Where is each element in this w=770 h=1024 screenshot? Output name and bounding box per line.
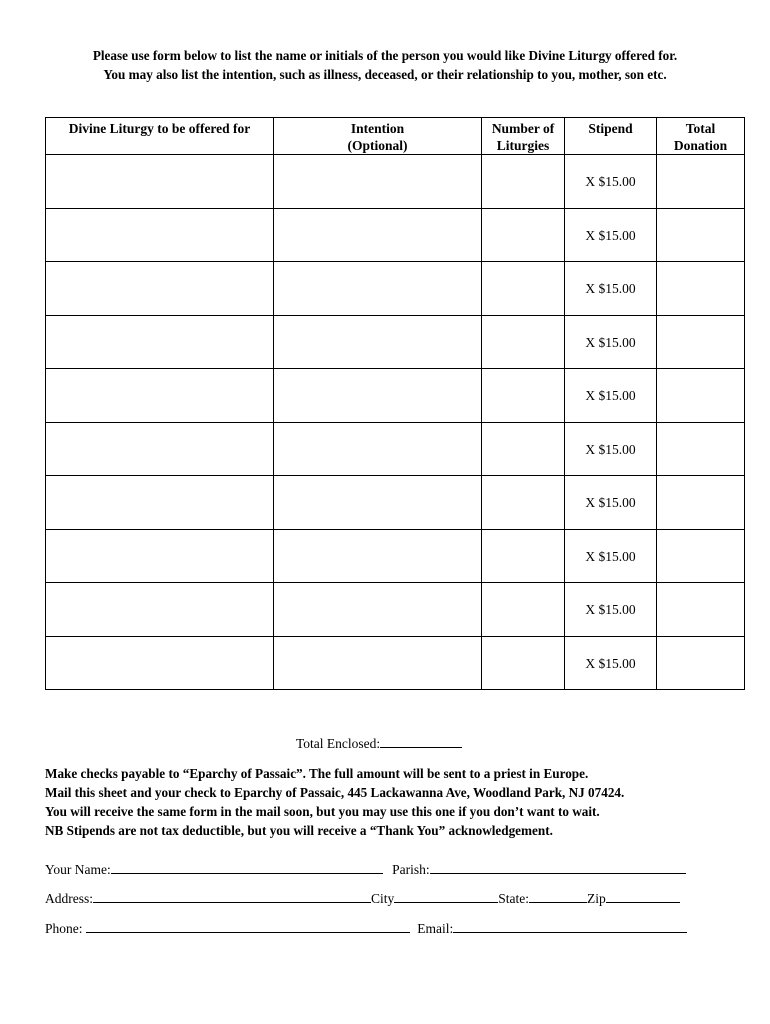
header-number-of-liturgies: Number of Liturgies xyxy=(482,118,565,155)
stipend-cell: X $15.00 xyxy=(565,369,657,423)
intro-line-1: Please use form below to list the name or initials of the person you would like Divine Liturgy offered for. xyxy=(92,48,678,63)
intro-line-2: You may also list the intention, such as illness, deceased, or their relationship to you, mother, son etc. xyxy=(103,67,667,82)
stipend-cell: X $15.00 xyxy=(565,315,657,369)
number-of-liturgies-cell[interactable] xyxy=(482,208,565,262)
intro-text xyxy=(20,46,750,84)
header-total-donation: Total Donation xyxy=(657,118,745,155)
stipend-cell: X $15.00 xyxy=(565,155,657,209)
liturgy-for-cell[interactable] xyxy=(46,529,274,583)
stipend-cell: X $15.00 xyxy=(565,422,657,476)
total-donation-cell[interactable] xyxy=(657,476,745,530)
address-label: Address: xyxy=(45,891,93,906)
email-label: Email: xyxy=(417,921,454,936)
liturgy-for-cell[interactable] xyxy=(46,315,274,369)
stipend-cell: X $15.00 xyxy=(565,583,657,637)
liturgy-for-cell[interactable] xyxy=(46,208,274,262)
number-of-liturgies-cell[interactable] xyxy=(482,583,565,637)
number-of-liturgies-cell[interactable] xyxy=(482,476,565,530)
total-donation-cell[interactable] xyxy=(657,262,745,316)
total-donation-cell[interactable] xyxy=(657,583,745,637)
liturgy-for-cell[interactable] xyxy=(46,583,274,637)
total-enclosed-label: Total Enclosed: xyxy=(296,736,381,751)
parish-label: Parish: xyxy=(392,862,430,877)
table-row xyxy=(46,155,745,209)
table-row xyxy=(46,262,745,316)
total-donation-cell[interactable] xyxy=(657,636,745,690)
intention-cell[interactable] xyxy=(274,636,482,690)
zip-label: Zip xyxy=(587,891,606,906)
city-label: City xyxy=(371,891,395,906)
table-row xyxy=(46,529,745,583)
table-row xyxy=(46,208,745,262)
instructions-line-4: NB Stipends are not tax deductible, but you will receive a “Thank You” acknowledgement. xyxy=(45,823,553,838)
number-of-liturgies-cell[interactable] xyxy=(482,369,565,423)
liturgy-for-cell[interactable] xyxy=(46,262,274,316)
header-liturgy-for: Divine Liturgy to be offered for xyxy=(46,118,274,155)
table-row xyxy=(46,422,745,476)
your-name-blank[interactable] xyxy=(111,860,383,874)
total-donation-cell[interactable] xyxy=(657,369,745,423)
intention-cell[interactable] xyxy=(274,155,482,209)
contact-row-phone xyxy=(45,919,745,937)
total-enclosed-blank[interactable] xyxy=(380,734,462,748)
table-row xyxy=(46,583,745,637)
intention-cell[interactable] xyxy=(274,529,482,583)
liturgy-for-cell[interactable] xyxy=(46,155,274,209)
number-of-liturgies-cell[interactable] xyxy=(482,262,565,316)
intention-cell[interactable] xyxy=(274,315,482,369)
intention-cell[interactable] xyxy=(274,208,482,262)
liturgy-request-table xyxy=(45,117,745,690)
number-of-liturgies-cell[interactable] xyxy=(482,315,565,369)
number-of-liturgies-cell[interactable] xyxy=(482,529,565,583)
contact-row-address xyxy=(45,889,745,907)
header-intention: Intention (Optional) xyxy=(274,118,482,155)
mailing-instructions xyxy=(45,764,750,840)
state-label: State: xyxy=(498,891,530,906)
city-blank[interactable] xyxy=(394,889,498,903)
address-blank[interactable] xyxy=(93,889,371,903)
table-row xyxy=(46,315,745,369)
stipend-cell: X $15.00 xyxy=(565,262,657,316)
table-header-row xyxy=(46,118,745,155)
number-of-liturgies-cell[interactable] xyxy=(482,422,565,476)
header-stipend: Stipend xyxy=(565,118,657,155)
liturgy-for-cell[interactable] xyxy=(46,369,274,423)
total-enclosed xyxy=(296,734,462,752)
your-name-label: Your Name: xyxy=(45,862,111,877)
number-of-liturgies-cell[interactable] xyxy=(482,636,565,690)
phone-blank[interactable] xyxy=(86,919,410,933)
total-donation-cell[interactable] xyxy=(657,208,745,262)
liturgy-for-cell[interactable] xyxy=(46,422,274,476)
phone-label: Phone: xyxy=(45,921,83,936)
intention-cell[interactable] xyxy=(274,369,482,423)
stipend-cell: X $15.00 xyxy=(565,208,657,262)
liturgy-for-cell[interactable] xyxy=(46,636,274,690)
intention-cell[interactable] xyxy=(274,422,482,476)
intention-cell[interactable] xyxy=(274,476,482,530)
number-of-liturgies-cell[interactable] xyxy=(482,155,565,209)
total-donation-cell[interactable] xyxy=(657,155,745,209)
stipend-cell: X $15.00 xyxy=(565,476,657,530)
table-row xyxy=(46,369,745,423)
total-donation-cell[interactable] xyxy=(657,315,745,369)
instructions-line-1: Make checks payable to “Eparchy of Passaic”. The full amount will be sent to a priest in Europe. xyxy=(45,766,589,781)
zip-blank[interactable] xyxy=(606,889,680,903)
email-blank[interactable] xyxy=(453,919,687,933)
total-donation-cell[interactable] xyxy=(657,529,745,583)
contact-row-name xyxy=(45,860,745,878)
parish-blank[interactable] xyxy=(430,860,686,874)
instructions-line-3: You will receive the same form in the mail soon, but you may use this one if you don’t want to wait. xyxy=(45,804,600,819)
state-blank[interactable] xyxy=(529,889,587,903)
total-donation-cell[interactable] xyxy=(657,422,745,476)
stipend-cell: X $15.00 xyxy=(565,529,657,583)
intention-cell[interactable] xyxy=(274,583,482,637)
table-row xyxy=(46,476,745,530)
intention-cell[interactable] xyxy=(274,262,482,316)
stipend-cell: X $15.00 xyxy=(565,636,657,690)
liturgy-for-cell[interactable] xyxy=(46,476,274,530)
table-row xyxy=(46,636,745,690)
instructions-line-2: Mail this sheet and your check to Eparchy of Passaic, 445 Lackawanna Ave, Woodland Park, NJ 07424. xyxy=(45,785,625,800)
